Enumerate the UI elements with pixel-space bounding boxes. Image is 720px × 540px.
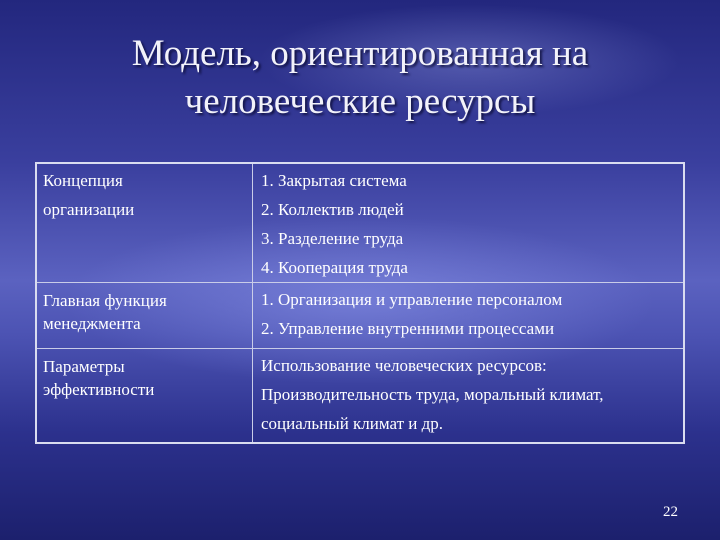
row-value-line: социальный климат и др. bbox=[261, 414, 444, 433]
row-value-line: 1. Закрытая система bbox=[261, 171, 407, 190]
row-value-cell bbox=[253, 349, 685, 443]
row-value-line: Производительность труда, моральный климат, bbox=[261, 385, 604, 404]
row-value-line: 1. Организация и управление персоналом bbox=[261, 290, 563, 309]
row-label-cell bbox=[36, 349, 253, 443]
row-label-cell bbox=[36, 283, 253, 349]
row-value-line: 2. Коллектив людей bbox=[261, 200, 404, 219]
row-label-line: эффективности bbox=[43, 380, 155, 399]
row-label-line: менеджмента bbox=[43, 314, 141, 333]
row-value-line: Использование человеческих ресурсов: bbox=[261, 356, 547, 375]
row-label-line: Концепция bbox=[43, 171, 123, 190]
model-table bbox=[35, 162, 685, 444]
table-row bbox=[36, 283, 684, 349]
title-line-2: человеческие ресурсы bbox=[184, 81, 536, 122]
slide-title bbox=[60, 30, 660, 126]
row-value-cell bbox=[253, 163, 685, 283]
page-number: 22 bbox=[663, 504, 678, 520]
row-label-line: организации bbox=[43, 200, 135, 219]
row-label-line: Главная функция bbox=[43, 291, 167, 310]
row-value-cell bbox=[253, 283, 685, 349]
row-value-line: 3. Разделение труда bbox=[261, 229, 404, 248]
row-value-line: 4. Кооперация труда bbox=[261, 258, 408, 277]
title-line-1: Модель, ориентированная на bbox=[131, 33, 589, 74]
row-label-cell bbox=[36, 163, 253, 283]
row-value-line: 2. Управление внутренними процессами bbox=[261, 319, 555, 338]
table-row bbox=[36, 349, 684, 443]
row-label-line: Параметры bbox=[43, 357, 125, 376]
table-row bbox=[36, 163, 684, 283]
